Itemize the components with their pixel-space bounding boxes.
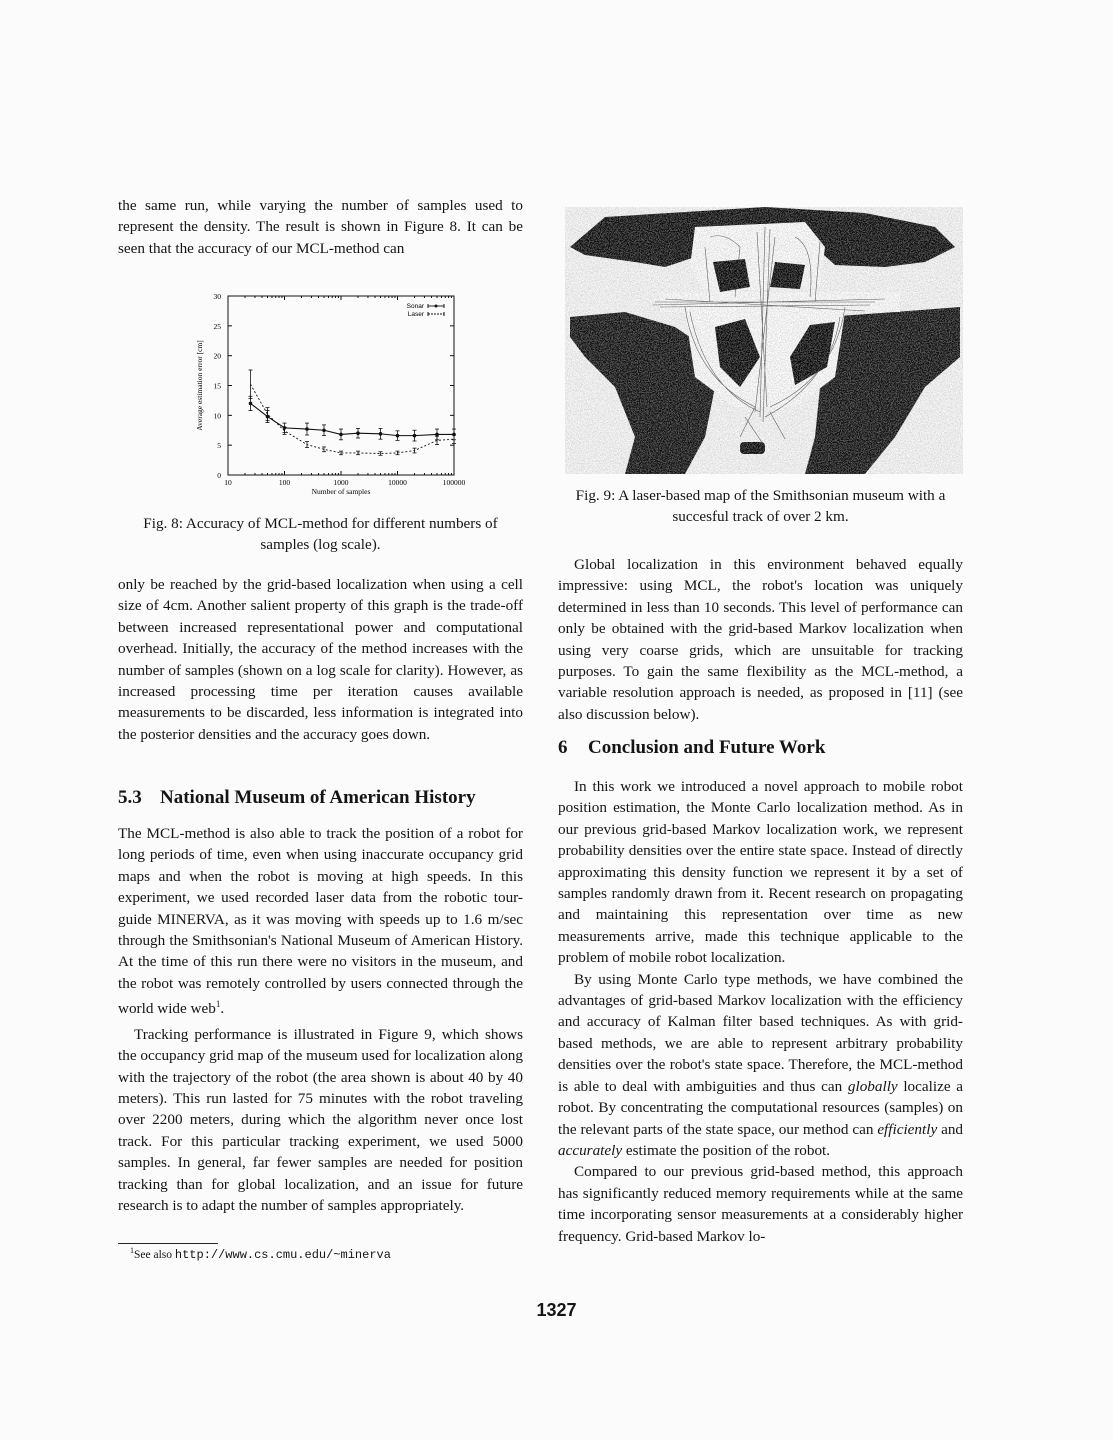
legend-laser: Laser bbox=[407, 311, 424, 318]
x-tick-label: 1000 bbox=[333, 478, 349, 487]
x-tick-label: 10 bbox=[224, 478, 232, 487]
occupancy-grid-map-image bbox=[565, 207, 963, 474]
accuracy-line-chart bbox=[180, 290, 470, 502]
y-tick-label: 25 bbox=[213, 321, 221, 331]
intro-paragraph: the same run, while varying the number of samples used to represent the density. The result is shown in Figure 8. It can be seen that the accuracy of our MCL-method can bbox=[118, 197, 523, 257]
y-tick-label: 0 bbox=[217, 471, 221, 480]
y-tick-label: 10 bbox=[213, 411, 221, 421]
figure-9-museum-map bbox=[565, 207, 963, 474]
page-number: 1327 bbox=[536, 1300, 577, 1320]
series-laser-line bbox=[250, 384, 454, 453]
footnote-divider bbox=[118, 1243, 218, 1244]
x-tick-label: 100000 bbox=[442, 478, 466, 487]
right-paragraph-1: Global localization in this environment behaved equally impressive: using MCL, the robot's location was uniquely determined in less than 10 seconds. This level of performance can only be obtained with the grid-based Markov localization when using very coarse grids, which are unsuitable for tracking purposes. To gain the same flexibility as the MCL-method, a variable resolution approach is needed, as proposed in [11] (see also discussion below). bbox=[558, 556, 963, 723]
intro-paragraph-block bbox=[118, 195, 523, 259]
y-tick-label: 5 bbox=[217, 441, 221, 451]
x-tick-label: 10000 bbox=[388, 478, 407, 487]
section-title: Conclusion and Future Work bbox=[588, 737, 826, 758]
section-number: 6 bbox=[558, 737, 568, 758]
x-axis-label: Number of samples bbox=[311, 487, 371, 496]
series-sonar-line bbox=[250, 403, 454, 435]
section-6-heading bbox=[558, 737, 825, 759]
section-title: National Museum of American History bbox=[160, 787, 476, 808]
y-tick-label: 30 bbox=[213, 292, 221, 301]
section-6-body bbox=[558, 776, 963, 1247]
y-tick-label: 20 bbox=[213, 351, 221, 361]
section-number: 5.3 bbox=[118, 787, 142, 808]
figure-8-chart bbox=[180, 290, 470, 502]
legend-sonar: Sonar bbox=[406, 303, 424, 310]
conclusion-paragraph-3: Compared to our previous grid-based method, this approach has significantly reduced memory requirements while at the same time incorporating sensor measurements at a considerably higher frequency. Grid-based Markov lo- bbox=[558, 1163, 963, 1245]
section-paragraph-2: Tracking performance is illustrated in Figure 9, which shows the occupancy grid map of the museum used for localization along with the trajectory of the robot (the area shown is about 40 by 40 meters). This run lasted for 75 minutes with the robot traveling over 2200 meters, during which the algorithm never once lost track. For this particular tracking experiment, we used 5000 samples. In general, far fewer samples are needed for position tracking than for global localization, and an issue for future research is to adapt the number of samples appropriately. bbox=[118, 1025, 523, 1214]
footnote-link[interactable]: http://www.cs.cmu.edu/~minerva bbox=[174, 1247, 391, 1262]
section-paragraph-1: The MCL-method is also able to track the position of a robot for long periods of time, even when using inaccurate occupancy grid maps and when the robot is moving at high speeds. In this experiment, we used recorded laser data from the robotic tour-guide MINERVA, as it was moving with speeds up to 1.6 m/sec through the Smithsonian's National Museum of American History. At the time of this run there were no visitors in the museum, and the robot was remotely controlled by users connected through the world wide web$^1$. bbox=[118, 825, 523, 1018]
y-axis-label: Average estimation error [cm] bbox=[195, 340, 204, 431]
section-5-3-heading bbox=[118, 787, 476, 809]
continuation-block bbox=[118, 574, 523, 745]
figure-9-caption: Fig. 9: A laser-based map of the Smithsonian museum with a succesful track of over 2 km. bbox=[575, 487, 946, 525]
footnote: $^1$See also http://www.cs.cmu.edu/~minerva bbox=[130, 1246, 391, 1262]
conclusion-paragraph-1: In this work we introduced a novel approach to mobile robot position estimation, the Monte Carlo localization method. As in our previous grid-based Markov localization work, we represent probability densities over the entire state space. Instead of directly approximating this density function we represent it by a set of samples randomly drawn from it. Recent research on propagating and maintaining this representation over time as new measurements arrive, made this technique applicable to the problem of mobile robot localization. bbox=[558, 778, 963, 967]
continuation-paragraph: only be reached by the grid-based localization when using a cell size of 4cm. Another salient property of this graph is the trade-off between increased representational power and computational overhead. Initially, the accuracy of the method increases with the number of samples (shown on a log scale for clarity). However, as increased processing time per iteration causes available measurements to be discarded, less information is integrated into the posterior densities and the accuracy goes down. bbox=[118, 576, 523, 743]
section-5-3-body bbox=[118, 823, 523, 1216]
y-tick-label: 15 bbox=[213, 381, 221, 391]
figure-8-caption: Fig. 8: Accuracy of MCL-method for different numbers of samples (log scale). bbox=[143, 515, 498, 553]
plot-frame bbox=[228, 296, 454, 475]
right-paragraph-1-block bbox=[558, 554, 963, 725]
footnote-marker[interactable]: 1 bbox=[215, 999, 221, 1010]
conclusion-paragraph-2: By using Monte Carlo type methods, we have combined the advantages of grid-based Markov localization with the efficiency and accuracy of Kalman filter based techniques. As with grid-based methods, we are able to represent arbitrary probability densities over the robot's state space. Therefore, the MCL-method is able to deal with ambiguities and thus can globally localize a robot. By concentrating the computational resources (samples) on the relevant parts of the state space, our method can efficiently and accurately estimate the position of the robot. bbox=[558, 970, 964, 1159]
x-tick-label: 100 bbox=[278, 478, 291, 487]
